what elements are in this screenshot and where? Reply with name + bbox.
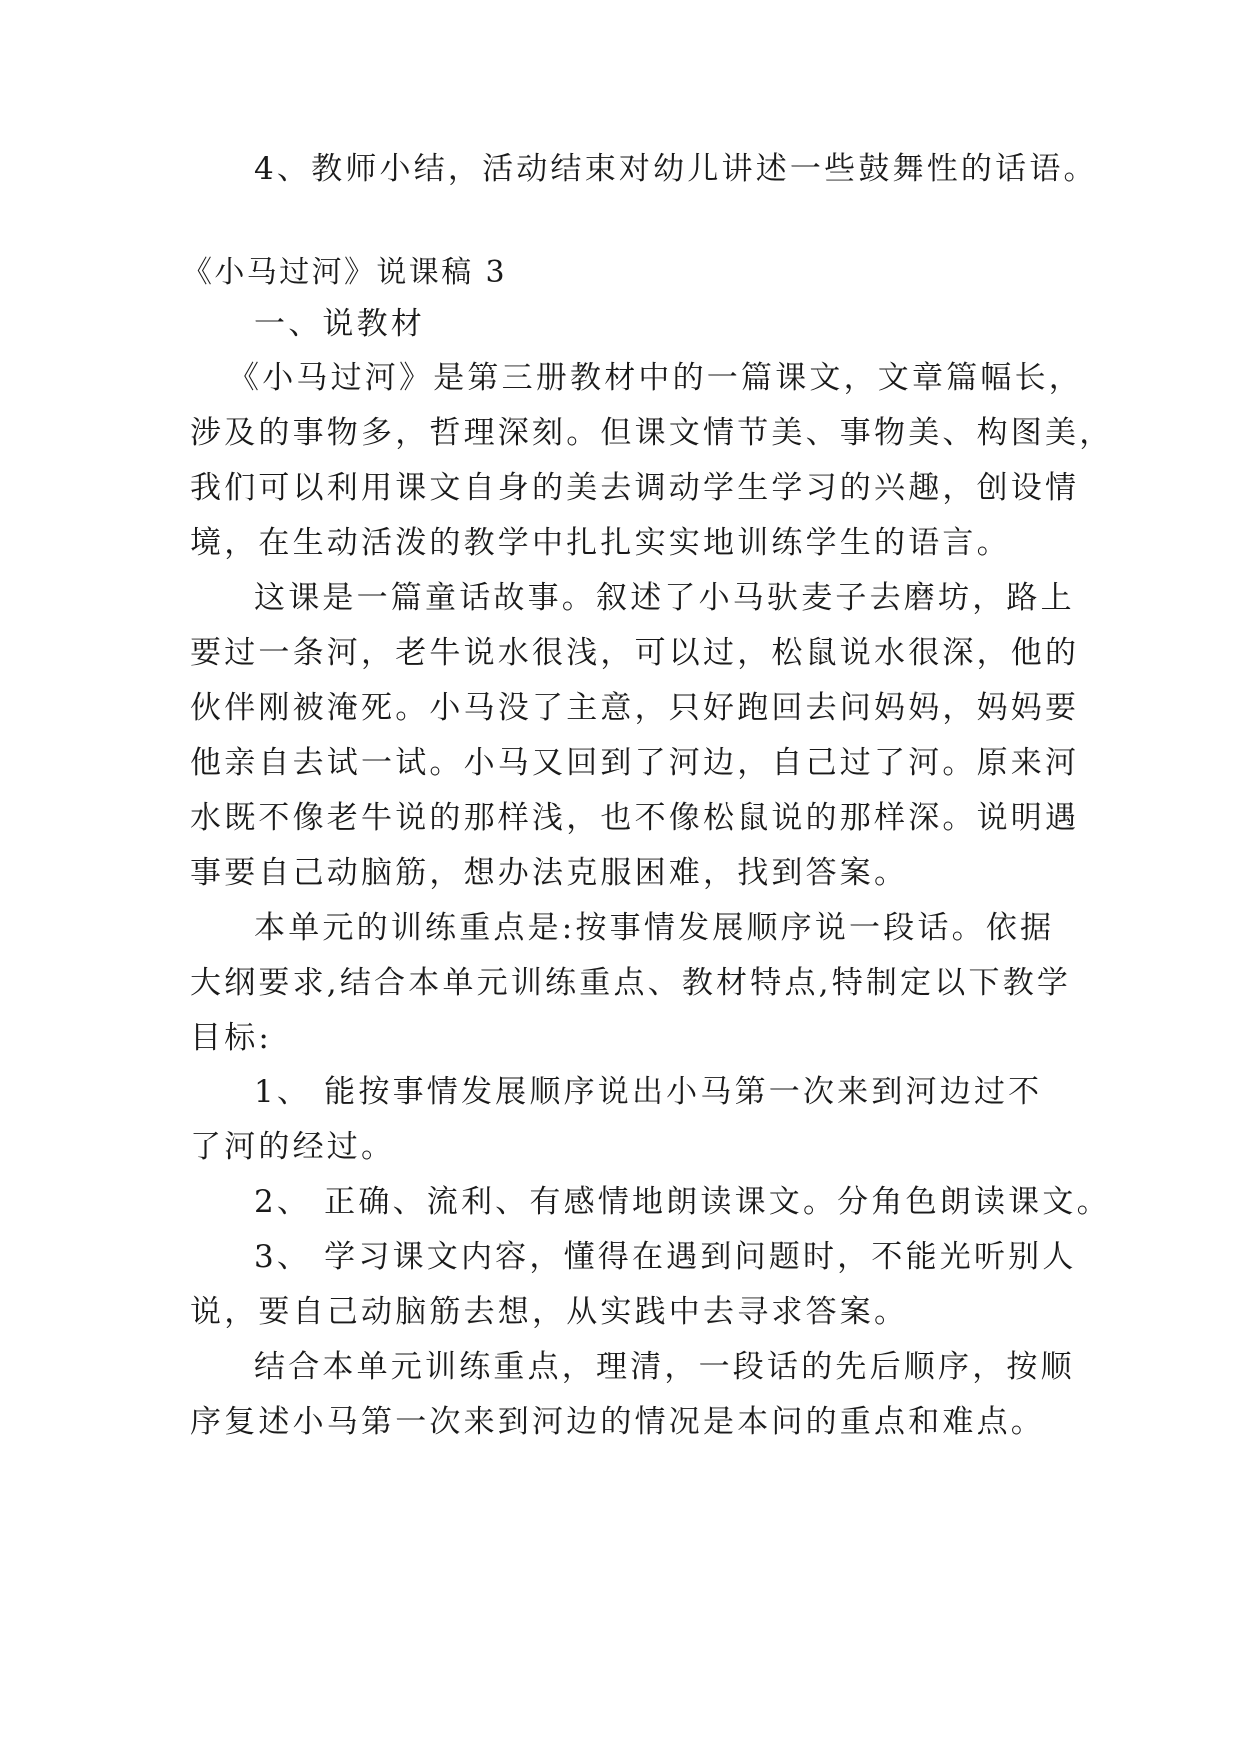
paragraph-2-line: 要过一条河，老牛说水很浅，可以过，松鼠说水很深，他的 (190, 635, 1080, 671)
paragraph-2-line: 水既不像老牛说的那样浅，也不像松鼠说的那样深。说明遇 (190, 800, 1080, 836)
paragraph-3-line: 大纲要求,结合本单元训练重点、教材特点,特制定以下教学 (190, 965, 1072, 1001)
document-title: 《小马过河》说课稿 3 (182, 255, 508, 290)
paragraph-3-line: 目标: (190, 1020, 273, 1056)
paragraph-3-line: 本单元的训练重点是:按事情发展顺序说一段话。依据 (254, 910, 1055, 946)
paragraph-2-line: 这课是一篇童话故事。叙述了小马驮麦子去磨坊，路上 (254, 580, 1075, 616)
goal-3-line: 说，要自己动脑筋去想，从实践中去寻求答案。 (190, 1294, 909, 1330)
paragraph-1-line: 境，在生动活泼的教学中扎扎实实地训练学生的语言。 (190, 525, 1011, 561)
paragraph-4-line: 结合本单元训练重点，理清，一段话的先后顺序，按顺 (254, 1349, 1075, 1385)
paragraph-1-line: 涉及的事物多，哲理深刻。但课文情节美、事物美、构图美， (190, 415, 1114, 451)
paragraph-4-line: 序复述小马第一次来到河边的情况是本问的重点和难点。 (190, 1404, 1045, 1440)
paragraph-1-line: 我们可以利用课文自身的美去调动学生学习的兴趣，创设情 (190, 470, 1080, 506)
goal-3-line: 3、 学习课文内容，懂得在遇到问题时，不能光听别人 (254, 1239, 1077, 1275)
goal-1-line: 1、 能按事情发展顺序说出小马第一次来到河边过不 (254, 1074, 1043, 1110)
paragraph-2-line: 他亲自去试一试。小马又回到了河边，自己过了河。原来河 (190, 745, 1080, 781)
paragraph-1-line: 《小马过河》是第三册教材中的一篇课文，文章篇幅长， (228, 360, 1083, 396)
paragraph-2-line: 伙伴刚被淹死。小马没了主意，只好跑回去问妈妈，妈妈要 (190, 690, 1080, 726)
closing-item: 4、教师小结，活动结束对幼儿讲述一些鼓舞性的话语。 (254, 151, 1098, 187)
goal-1-line: 了河的经过。 (190, 1129, 396, 1165)
goal-2-line: 2、 正确、流利、有感情地朗读课文。分角色朗读课文。 (254, 1184, 1111, 1220)
section-heading: 一、说教材 (254, 306, 425, 342)
paragraph-2-line: 事要自己动脑筋，想办法克服困难，找到答案。 (190, 855, 909, 891)
